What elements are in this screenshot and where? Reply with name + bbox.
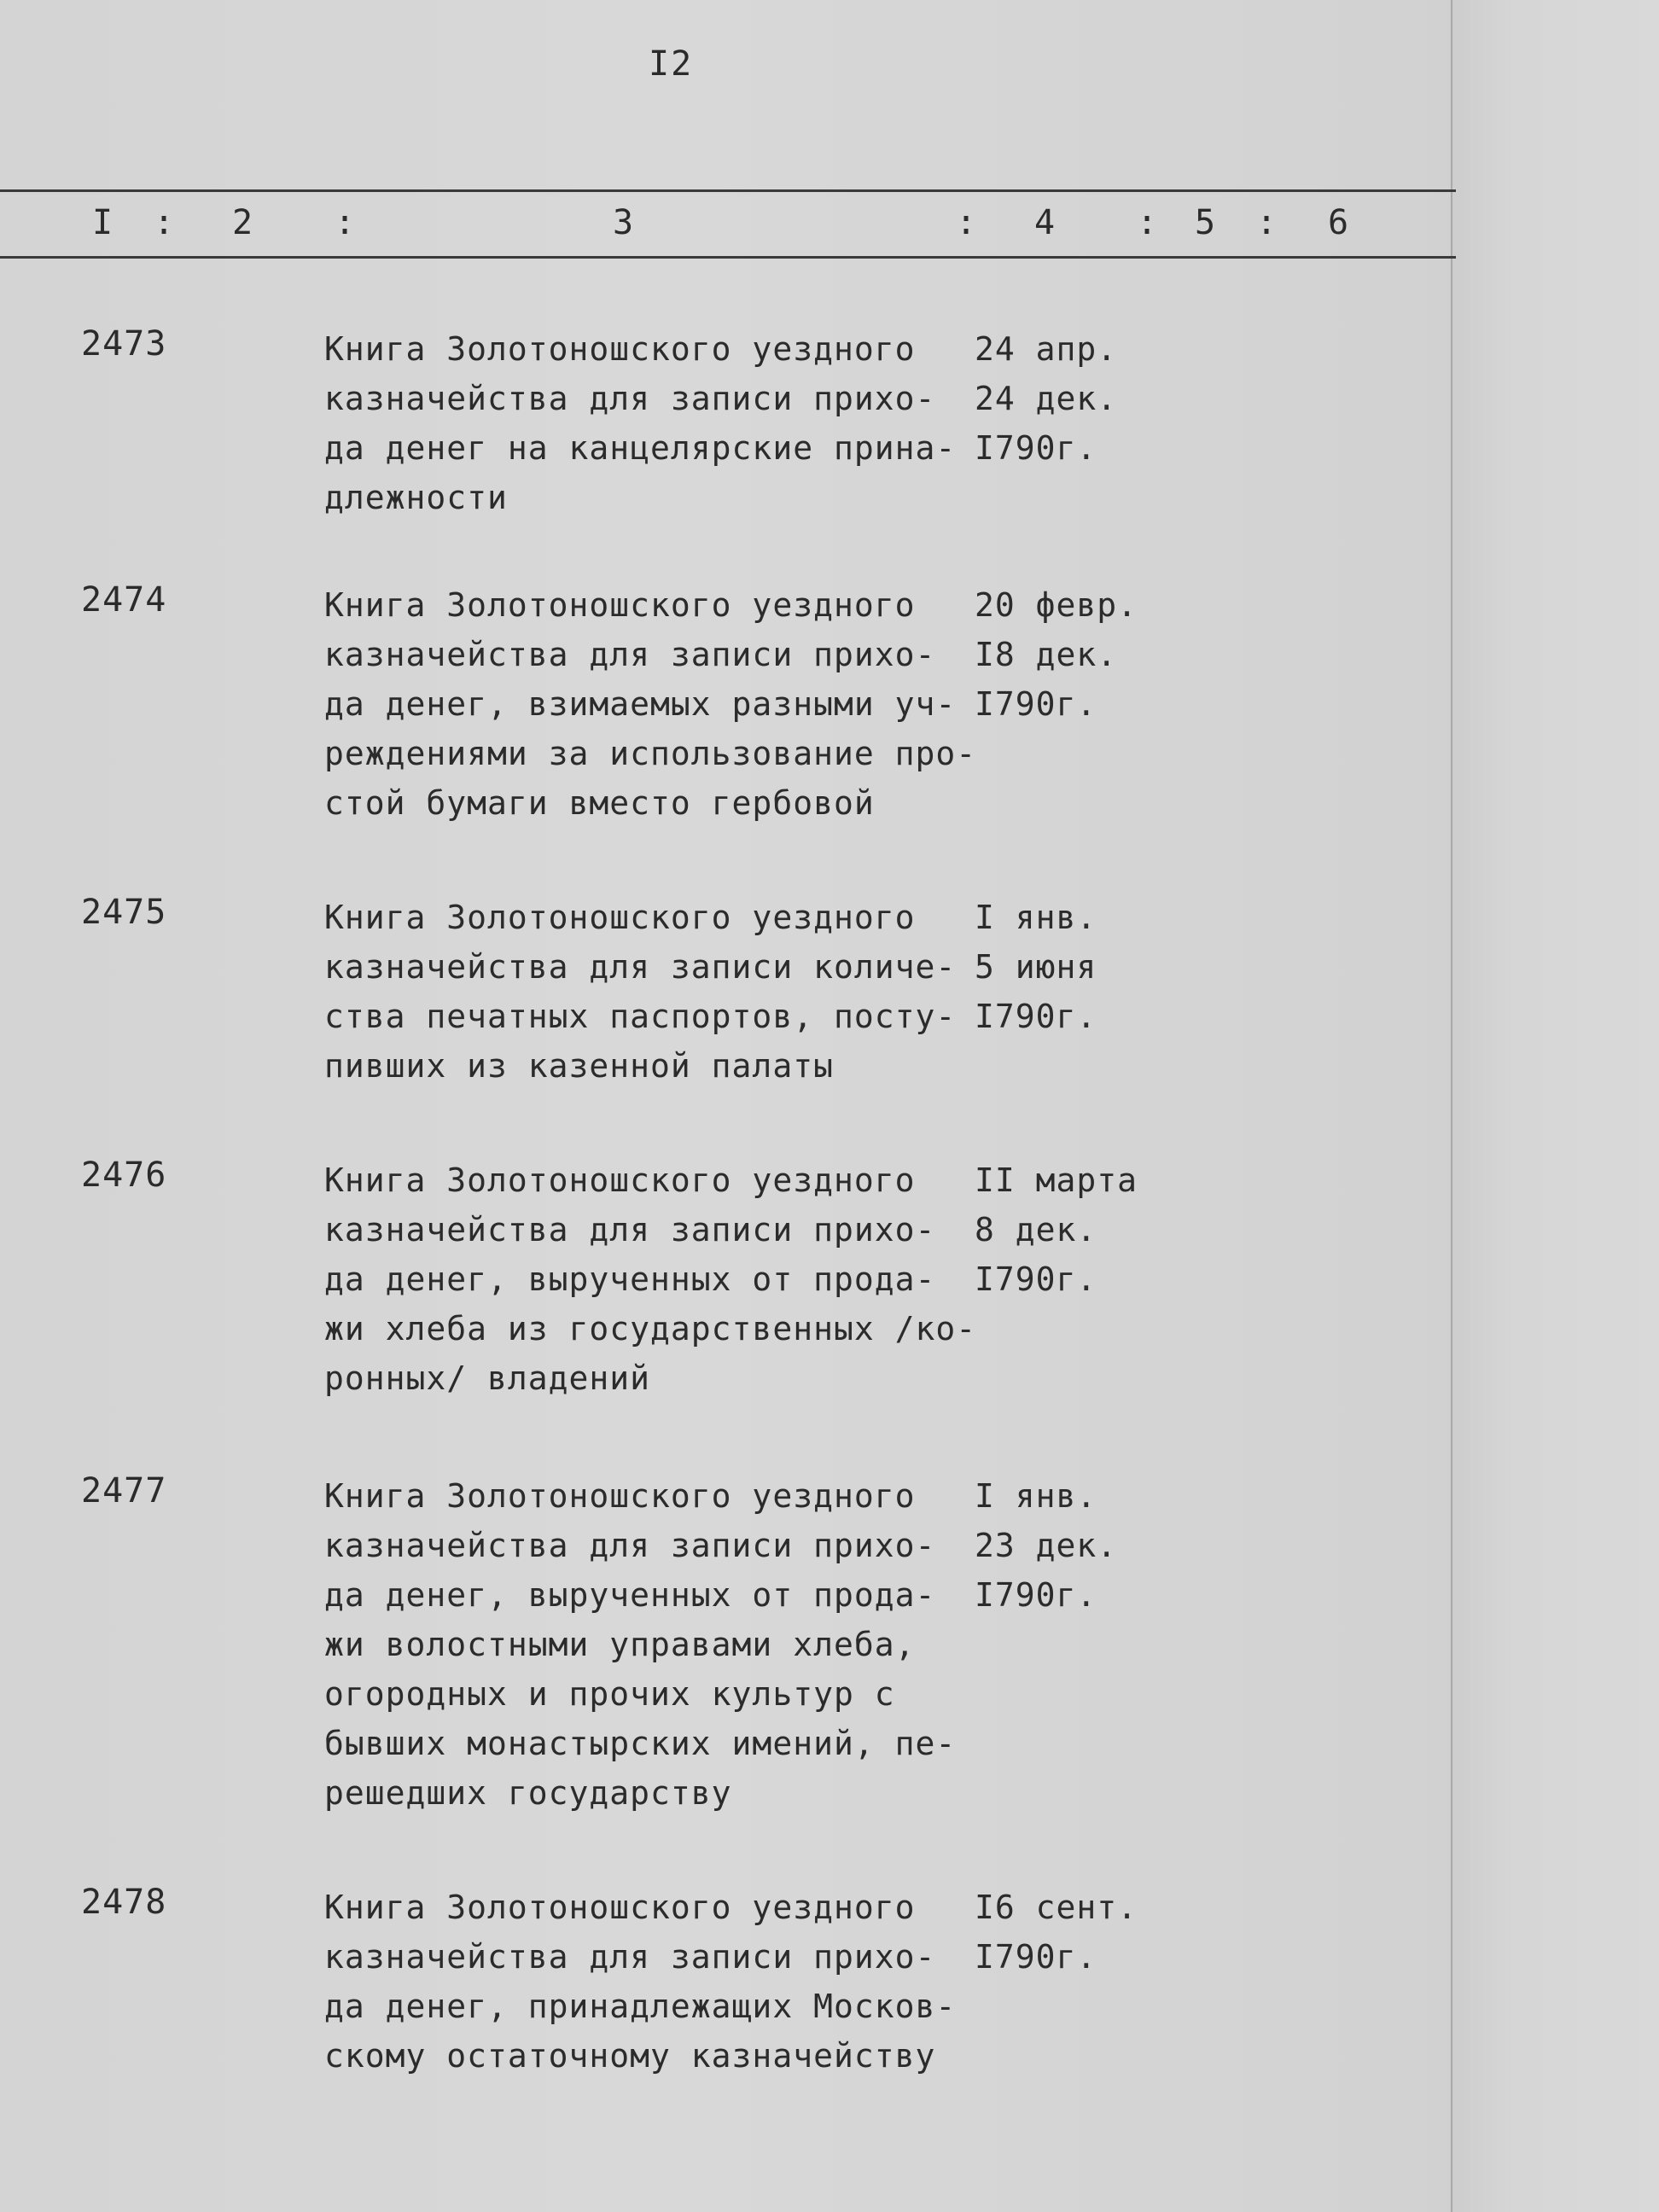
record-description: Книга Золотоношского уездного казначейства для записи прихо- да денег на канцелярские прина- длежности [324,330,957,516]
record-dates: I янв. 23 дек. I790г. [975,1477,1118,1614]
column-header-5: 5 [1195,203,1216,242]
record-number: 2474 [81,580,167,620]
record-dates: I6 сент. I790г. [975,1889,1138,1976]
record-dates: I янв. 5 июня I790г. [975,899,1097,1035]
record-description: Книга Золотоношского уездного казначейства для записи прихо- да денег, взимаемых разными уч- реждениями за использование про- стой бумаги вместо гербовой [324,586,977,822]
column-separator: : [1256,203,1278,242]
column-separator: : [154,203,175,242]
record-number: 2473 [81,324,167,364]
record-number: 2475 [81,893,167,932]
column-separator: : [1137,203,1158,242]
record-number: 2477 [81,1471,167,1511]
column-header-3: 3 [613,203,634,242]
record-dates: II марта 8 дек. I790г. [975,1161,1138,1298]
header-top-rule [0,189,1456,192]
header-bottom-rule [0,256,1456,259]
column-header-4: 4 [1034,203,1056,242]
record-dates: 24 апр. 24 дек. I790г. [975,330,1118,467]
record-number: 2478 [81,1883,167,1922]
column-header-1: I [92,203,114,242]
column-header-2: 2 [232,203,253,242]
record-number: 2476 [81,1155,167,1195]
record-dates: 20 февр. I8 дек. I790г. [975,586,1138,723]
column-header-6: 6 [1328,203,1349,242]
record-description: Книга Золотоношского уездного казначейства для записи прихо- да денег, вырученных от прода- жи волостными управами хлеба, огородных и прочих культур с бывших монастырских имений, пе- решедших государству [324,1477,957,1812]
column-separator: : [956,203,977,242]
page-number: I2 [649,44,694,84]
record-description: Книга Золотоношского уездного казначейства для записи прихо- да денег, принадлежащих Москов- скому остаточному казначейству [324,1889,957,2075]
adjacent-sheet-edge [1451,0,1659,2212]
record-description: Книга Золотоношского уездного казначейства для записи прихо- да денег, вырученных от прода- жи хлеба из государственных /ко- ронных/ владений [324,1161,977,1397]
record-description: Книга Золотоношского уездного казначейства для записи количе- ства печатных паспортов, посту- пивших из казенной палаты [324,899,957,1085]
column-separator: : [335,203,356,242]
